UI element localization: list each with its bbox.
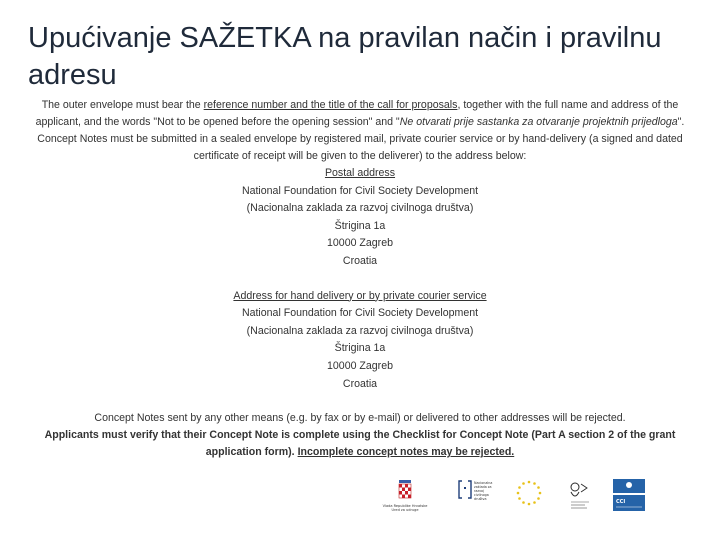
para1-pre: The outer envelope must bear the	[41, 99, 204, 111]
postal-address-heading: Postal address	[324, 167, 396, 179]
hand-line-org: National Foundation for Civil Society Development	[241, 307, 479, 320]
checklist-notice	[22, 427, 698, 461]
para1-end: ".	[677, 116, 685, 128]
hand-delivery-heading: Address for hand delivery or by private courier service	[233, 289, 487, 302]
partner-logo	[563, 478, 599, 512]
footer-logos	[380, 478, 650, 520]
hand-line-street: Štrigina 1a	[334, 342, 386, 355]
submission-instructions: Concept Notes must be submitted in a sealed envelope by registered mail, private courier service or by hand-delivery (a signed and dated certificate of receipt will be given to the deliverer) to the address below:	[37, 133, 683, 162]
hand-line-country: Croatia	[342, 377, 378, 390]
postal-line-city: 10000 Zagreb	[327, 237, 393, 250]
partner-emblem-icon	[563, 478, 597, 512]
hand-line-city: 10000 Zagreb	[327, 359, 393, 372]
hand-line-org-hr: (Nacionalna zaklada za razvoj civilnoga društva)	[246, 324, 474, 337]
postal-address-block	[22, 165, 698, 271]
hand-delivery-address-block	[22, 288, 698, 394]
page-title: Upućivanje SAŽETKA na pravilan način i pravilnu adresu	[28, 22, 662, 91]
para1-croatian-phrase: Ne otvarati prije sastanka za otvaranje projektnih prijedloga	[399, 116, 678, 128]
eu-stars-icon	[514, 478, 544, 508]
svg-text:razvoj: razvoj	[474, 489, 484, 493]
croatian-coat-of-arms-icon	[380, 478, 430, 504]
para1-mid: , together with the full name and address of the applicant, and the words "Not to be opened before the opening session" and "	[35, 99, 679, 128]
postal-line-street: Štrigina 1a	[334, 219, 386, 232]
government-caption: Vlada Republike Hrvatske Ured za udruge	[382, 504, 428, 512]
svg-text:društva: društva	[474, 497, 487, 501]
document-body	[22, 97, 698, 461]
foundation-logo	[458, 478, 498, 510]
checklist-text: Applicants must verify that their Concept Note is complete using the Checklist for Concept Note (Part A section 2 of the grant application form).	[44, 429, 676, 459]
cci-logo	[612, 478, 648, 512]
government-logo	[380, 478, 430, 512]
incomplete-warning: Incomplete concept notes may be rejected.	[297, 446, 515, 459]
foundation-bracket-icon	[458, 478, 498, 510]
svg-text:zaklada za: zaklada za	[474, 485, 492, 489]
postal-line-country: Croatia	[342, 254, 378, 267]
svg-text:CCI: CCI	[616, 499, 626, 505]
postal-line-org-hr: (Nacionalna zaklada za razvoj civilnoga društva)	[246, 202, 474, 215]
svg-text:civilnoga: civilnoga	[474, 493, 489, 497]
postal-line-org: National Foundation for Civil Society Development	[241, 184, 479, 197]
rejection-notice: Concept Notes sent by any other means (e.g. by fax or by e-mail) or delivered to other addresses will be rejected.	[94, 412, 626, 425]
envelope-instructions	[22, 97, 698, 131]
reference-number-link: reference number and the title of the call for proposals	[203, 99, 458, 111]
cci-badge-icon	[612, 478, 646, 512]
eu-logo	[514, 478, 546, 508]
svg-text:Nacionalna: Nacionalna	[474, 481, 493, 485]
